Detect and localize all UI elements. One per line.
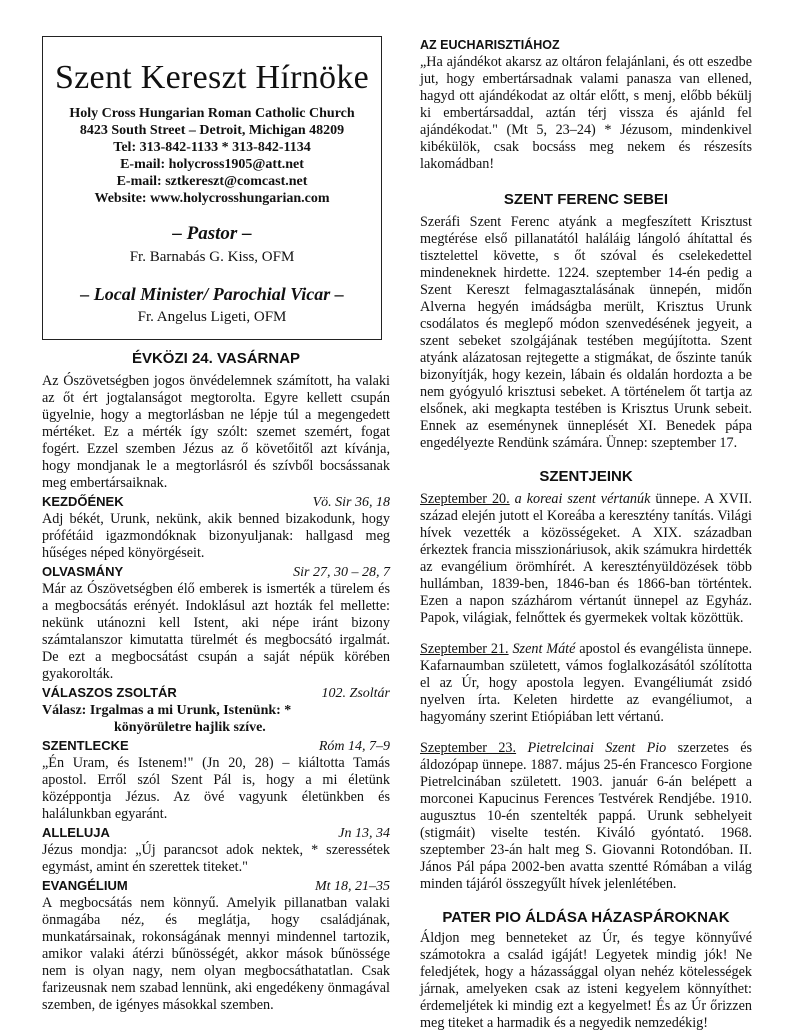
right-column — [420, 38, 752, 1032]
vicar-name: Fr. Angelus Ligeti, OFM — [137, 309, 287, 325]
sunday-intro: Az Ószövetségben jogos önvédelemnek számított, ha valaki az őt ért jogtalanságot megtorolta. Egyre kellett csupán ügyelnie, hogy a megtorlásban ne lépje túl a megengedett mértéket. Ez a mérték így szólt: szemet szemért, fogat fogért. Ezzel szemben Jézus az ő követőitől azt kívánja, hogy mondjanak le a megtorlásról és szívből bocsássanak meg embertársaiknak. — [42, 373, 390, 491]
vicar-label: – Local Minister/ Parochial Vicar – — [80, 284, 344, 304]
ferenc-heading: SZENT FERENC SEBEI — [503, 191, 669, 208]
pastor-label: – Pastor – — [172, 223, 252, 244]
saint-date: Szeptember 23. — [420, 740, 517, 756]
response-line-2: könyörületre hajlik szíve. — [114, 720, 266, 735]
church-website: Website: www.holycrosshungarian.com — [94, 191, 330, 206]
olvasmany-ref: Sir 27, 30 – 28, 7 — [293, 565, 390, 580]
saint-entry — [420, 491, 752, 627]
saint-text: ünnepe. A XVII. század elején jutott el Koreába a keresztény tanítás. Világi hívek vezették a közösségeket. A XIX. században érkeztek francia misszionáriusok, akik számukra hirdették az evangélium örömhírét. A keresztényüldözések több hullámban, 1839-ben, 1846-ban és 1866-ban történtek. Ezen a napon százhárom vértanút ünnepel az Egyház. Papok, világiak, felnőttek és gyermekek voltak közöttük. — [420, 491, 753, 626]
zsoltar-label — [42, 685, 390, 702]
evangelium-title: EVANGÉLIUM — [42, 878, 128, 893]
alleluja-title: ALLELUJA — [42, 825, 110, 840]
kezdoenek-text: Adj békét, Urunk, nekünk, akik benned bizakodunk, hogy prófétáid igazmondóknak bizonyuljanak: hallgasd meg hűséges néped könyörgéseit. — [42, 511, 390, 561]
ferenc-text: Szeráfi Szent Ferenc atyánk a megfeszített Krisztust megtérése első pillanatától haláláig lángoló áhítattal és tisztelettel követte, s őt szóval és cselekedettel mindeneknek hirdette. 1224. szeptember 14-én pedig a Szent Kereszt felmagasztalásának ünnepén, midőn Alverna hegyén imádságba merült, Krisztus Urunk csodálatos és meglepő módon szenvedésének jegyeit, a szent sebeket szolgájának testében megújította. Szent atyánk alázatosan rejtegette a stigmákat, de őszinte tanúk bizonyítják, hogy kezein, lábain és oldalán hordozta a be nem gyógyuló krisztusi sebeket. A történelem őt tartja az elsőnek, aki megkapta testében is Krisztus Urunk sebeit. Ennek az eseménynek ünneplését XI. Benedek pápa engedélyezte Rendünk számára. Ünnep: szeptember 17. — [420, 214, 752, 451]
szentlecke-label — [42, 738, 390, 755]
alleluja-ref: Jn 13, 34 — [338, 826, 390, 841]
olvasmany-label — [42, 564, 390, 581]
zsoltar-title: VÁLASZOS ZSOLTÁR — [42, 685, 177, 700]
response-line-1: Válasz: Irgalmas a mi Urunk, Istenünk: * — [42, 703, 292, 718]
pio-heading: PATER PIO ÁLDÁSA HÁZASPÁROKNAK — [442, 909, 730, 926]
saint-date: Szeptember 21. — [420, 641, 509, 657]
saint-text: apostol és evangélista ünnepe. Kafarnaumban született, vámos foglalkozásától szólította el az Úr, hogy apostola legyen. Evangéliumát zsidó nyelven írta. Keleten hirdette az evangéliumot, a hagyomány szerint Etiópiában lett vértanú. — [420, 641, 753, 725]
eucharist-text: „Ha ajándékot akarsz az oltáron felajánlani, és ott eszedbe jut, hogy embertársadnak valami panasza van ellened, hagyd ott ajándékodat az oltár előtt, s menj, előbb békülj ki embertársaddal, aztán térj vissza és ajánld fel ajándékodat." (Mt 5, 23–24) * Jézusom, mindenkivel kibékülök, csak bocsáss meg nekem és részesíts lakomádban! — [420, 54, 752, 172]
eucharist-heading: AZ EUCHARISZTIÁHOZ — [420, 38, 560, 52]
evangelium-text: A megbocsátás nem könnyű. Amelyik pillanatban valaki önmagába néz, és meglátja, hogy családjának, munkatársainak, rokonságának mennyi mindennel tartozik, amikor valaki átérzi bűnösségét, akkor mások bűnössége nem is olyan nagy, nem olyan megbocsáthatatlan. Csak farizeusnak nem szabad lennünk, aki engedékeny önmagával szemben, de igényes másokkal szemben. — [42, 895, 390, 1013]
saint-date: Szeptember 20. — [420, 491, 510, 507]
masthead-title: Szent Kereszt Hírnöke — [54, 59, 370, 96]
szentlecke-title: SZENTLECKE — [42, 738, 129, 753]
saint-name: a koreai szent vértanúk — [514, 491, 651, 507]
sunday-heading: ÉVKÖZI 24. VASÁRNAP — [131, 350, 301, 367]
kezdoenek-label — [42, 494, 390, 511]
church-email-1: E-mail: holycross1905@att.net — [120, 157, 304, 172]
kezdoenek-ref: Vö. Sir 36, 18 — [312, 495, 390, 510]
evangelium-label — [42, 878, 390, 895]
church-name: Holy Cross Hungarian Roman Catholic Church — [69, 106, 355, 121]
alleluja-label — [42, 825, 390, 842]
church-email-2: E-mail: sztkereszt@comcast.net — [116, 174, 308, 189]
masthead-box — [42, 36, 382, 340]
zsoltar-ref: 102. Zsoltár — [321, 686, 390, 701]
evangelium-ref: Mt 18, 21–35 — [314, 879, 390, 894]
saint-entry — [420, 740, 752, 893]
saint-entry — [420, 641, 752, 726]
church-address: 8423 South Street – Detroit, Michigan 48209 — [79, 123, 345, 138]
olvasmany-title: OLVASMÁNY — [42, 564, 124, 579]
saint-name: Szent Máté — [512, 641, 576, 657]
church-phone: Tel: 313-842-1133 * 313-842-1134 — [113, 140, 311, 155]
saint-name: Pietrelcinai Szent Pio — [527, 740, 667, 756]
szentlecke-ref: Róm 14, 7–9 — [318, 739, 390, 754]
pio-text: Áldjon meg benneteket az Úr, és tegye könnyűvé számotokra a család igáját! Legyetek mindig jók! Ne feledjétek, hogy a házassággal olyan nehéz kötelességek járnak, amelyeken csak az isteni kegyelem könnyíthet: érdemeljétek ki mindig ezt a kegyelmet! És az Úr őrizzen meg titeket a harmadik és a negyedik nemzedékig! — [420, 930, 752, 1031]
alleluja-text: Jézus mondja: „Új parancsot adok nektek, * szeressétek egymást, amint én szerettek titeket." — [42, 842, 390, 875]
szentlecke-text: „Én Uram, és Istenem!" (Jn 20, 28) – kiáltotta Tamás apostol. Erről szól Szent Pál is, hogy a mi életünk középpontja Jézus. Az övé vagyunk életünkben és halálunkban egyaránt. — [42, 755, 390, 822]
szentjeink-heading: SZENTJEINK — [539, 468, 633, 485]
kezdoenek-title: KEZDŐÉNEK — [42, 494, 124, 509]
olvasmany-text: Már az Ószövetségben élő emberek is ismerték a türelem és a megbocsátás erényét. Indoklásul azt hozták fel mellette: nekünk utánozni kell Istent, aki népe iránt bizony számtalanszor kimutatta türelmét és megbocsátó irgalmát. De ezt a megbocsátást csupán a saját népük körében gyakorolták. — [42, 581, 390, 682]
saint-text: szerzetes és áldozópap ünnepe. 1887. május 25-én Francesco Forgione Pietrelcinában született. 1903. január 6-án belépett a morconei Kapucinus Ferences Testvérek Rendjébe. 1910. augusztus 10-én szentelték pappá. Urunk sebhelyeit (stigmáit) viselte testén. Kiváló gyóntató. 1968. szeptember 23-án halt meg S. Giovanni Rotondóban. II. János Pál pápa 2002-ben avatta szentté Rómában a világ minden tájáról összegyűlt hívek jelenlétében. — [420, 740, 753, 892]
left-column — [42, 350, 390, 1014]
pastor-name: Fr. Barnabás G. Kiss, OFM — [129, 249, 295, 265]
